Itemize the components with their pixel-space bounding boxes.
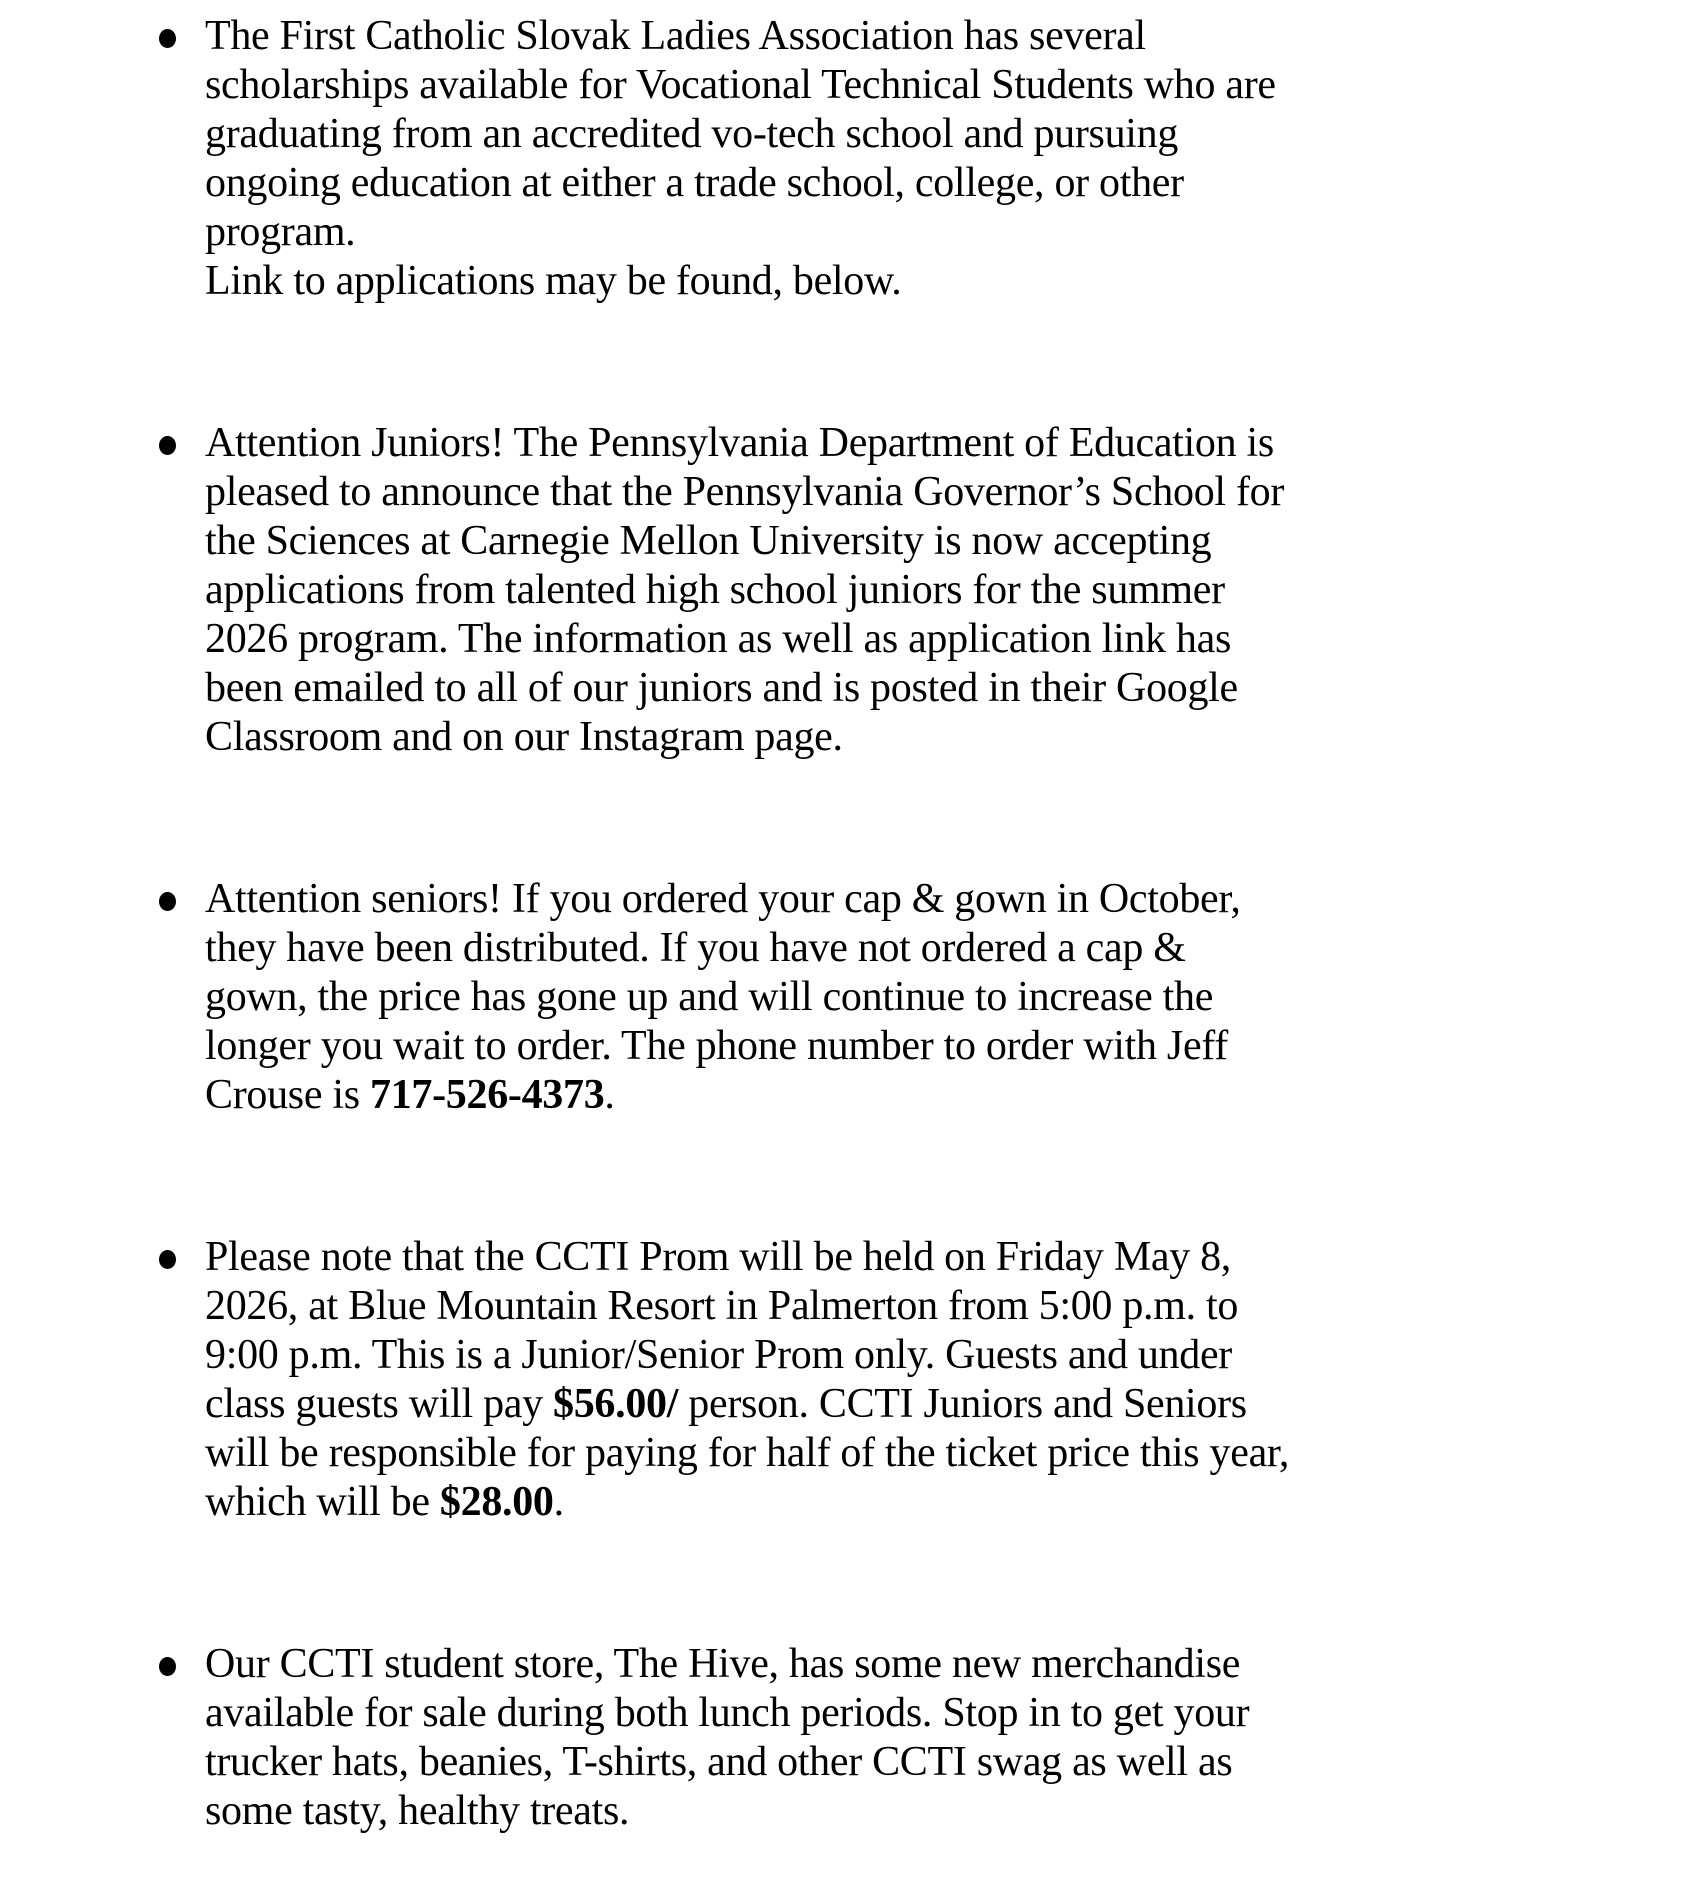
text-segment: been emailed to all of our juniors and is posted in their Google bbox=[205, 665, 1238, 711]
text-segment: Please note that the CCTI Prom will be held on Friday May 8, bbox=[205, 1234, 1232, 1280]
text-segment: . bbox=[604, 1072, 615, 1118]
announcement-line bbox=[205, 1738, 1700, 1787]
announcement-line bbox=[205, 110, 1700, 159]
announcement-line bbox=[205, 1071, 1700, 1120]
announcement-line bbox=[205, 1689, 1700, 1738]
text-segment: 9:00 p.m. This is a Junior/Senior Prom only. Guests and under bbox=[205, 1332, 1232, 1378]
announcement-item bbox=[205, 419, 1700, 762]
text-segment: gown, the price has gone up and will continue to increase the bbox=[205, 974, 1214, 1020]
text-segment: class guests will pay bbox=[205, 1381, 554, 1427]
announcement-line bbox=[205, 12, 1700, 61]
announcements-list bbox=[0, 12, 1700, 1836]
announcement-item bbox=[205, 1640, 1700, 1836]
announcement-line bbox=[205, 159, 1700, 208]
announcement-item bbox=[205, 1233, 1700, 1527]
announcement-line bbox=[205, 664, 1700, 713]
announcement-line bbox=[205, 1478, 1700, 1527]
text-segment: which will be bbox=[205, 1479, 440, 1525]
text-segment: person. CCTI Juniors and Seniors bbox=[678, 1381, 1247, 1427]
text-segment: the Sciences at Carnegie Mellon University is now accepting bbox=[205, 518, 1212, 564]
announcement-line bbox=[205, 419, 1700, 468]
text-segment: Classroom and on our Instagram page. bbox=[205, 714, 843, 760]
text-segment: some tasty, healthy treats. bbox=[205, 1788, 630, 1834]
text-segment: 2026 program. The information as well as application link has bbox=[205, 616, 1232, 662]
announcement-line bbox=[205, 1282, 1700, 1331]
text-segment: 2026, at Blue Mountain Resort in Palmerton from 5:00 p.m. to bbox=[205, 1283, 1239, 1329]
text-segment: The First Catholic Slovak Ladies Association has several bbox=[205, 13, 1146, 59]
text-segment: Our CCTI student store, The Hive, has some new merchandise bbox=[205, 1641, 1241, 1687]
announcement-line bbox=[205, 875, 1700, 924]
text-segment: ongoing education at either a trade school, college, or other bbox=[205, 160, 1184, 206]
text-segment: pleased to announce that the Pennsylvania Governor’s School for bbox=[205, 469, 1285, 515]
text-segment: Attention seniors! If you ordered your cap & gown in October, bbox=[205, 876, 1241, 922]
announcement-line bbox=[205, 61, 1700, 110]
announcement-line bbox=[205, 1331, 1700, 1380]
bold-text-segment: $56.00/ bbox=[553, 1381, 679, 1427]
announcement-line bbox=[205, 924, 1700, 973]
announcement-line bbox=[205, 1233, 1700, 1282]
text-segment: they have been distributed. If you have not ordered a cap & bbox=[205, 925, 1186, 971]
announcement-line bbox=[205, 1640, 1700, 1689]
text-segment: Crouse is bbox=[205, 1072, 371, 1118]
announcement-line bbox=[205, 615, 1700, 664]
text-segment: trucker hats, beanies, T-shirts, and other CCTI swag as well as bbox=[205, 1739, 1233, 1785]
announcement-line bbox=[205, 1022, 1700, 1071]
announcement-item bbox=[205, 12, 1700, 306]
text-segment: program. bbox=[205, 209, 356, 255]
announcement-line bbox=[205, 1787, 1700, 1836]
text-segment: graduating from an accredited vo-tech school and pursuing bbox=[205, 111, 1179, 157]
text-segment: applications from talented high school juniors for the summer bbox=[205, 567, 1225, 613]
bold-text-segment: $28.00 bbox=[439, 1479, 554, 1525]
text-segment: will be responsible for paying for half of the ticket price this year, bbox=[205, 1430, 1290, 1476]
announcement-line bbox=[205, 517, 1700, 566]
announcement-line bbox=[205, 257, 1700, 306]
text-segment: scholarships available for Vocational Technical Students who are bbox=[205, 62, 1276, 108]
announcement-line bbox=[205, 208, 1700, 257]
text-segment: Link to applications may be found, below. bbox=[205, 258, 902, 304]
announcement-line bbox=[205, 566, 1700, 615]
announcement-line bbox=[205, 1429, 1700, 1478]
text-segment: . bbox=[553, 1479, 564, 1525]
text-segment: available for sale during both lunch periods. Stop in to get your bbox=[205, 1690, 1250, 1736]
text-segment: longer you wait to order. The phone number to order with Jeff bbox=[205, 1023, 1228, 1069]
bold-text-segment: 717-526-4373 bbox=[370, 1072, 605, 1118]
announcement-item bbox=[205, 875, 1700, 1120]
announcement-line bbox=[205, 713, 1700, 762]
announcement-line bbox=[205, 468, 1700, 517]
text-segment: Attention Juniors! The Pennsylvania Department of Education is bbox=[205, 420, 1274, 466]
announcement-line bbox=[205, 1380, 1700, 1429]
announcement-line bbox=[205, 973, 1700, 1022]
